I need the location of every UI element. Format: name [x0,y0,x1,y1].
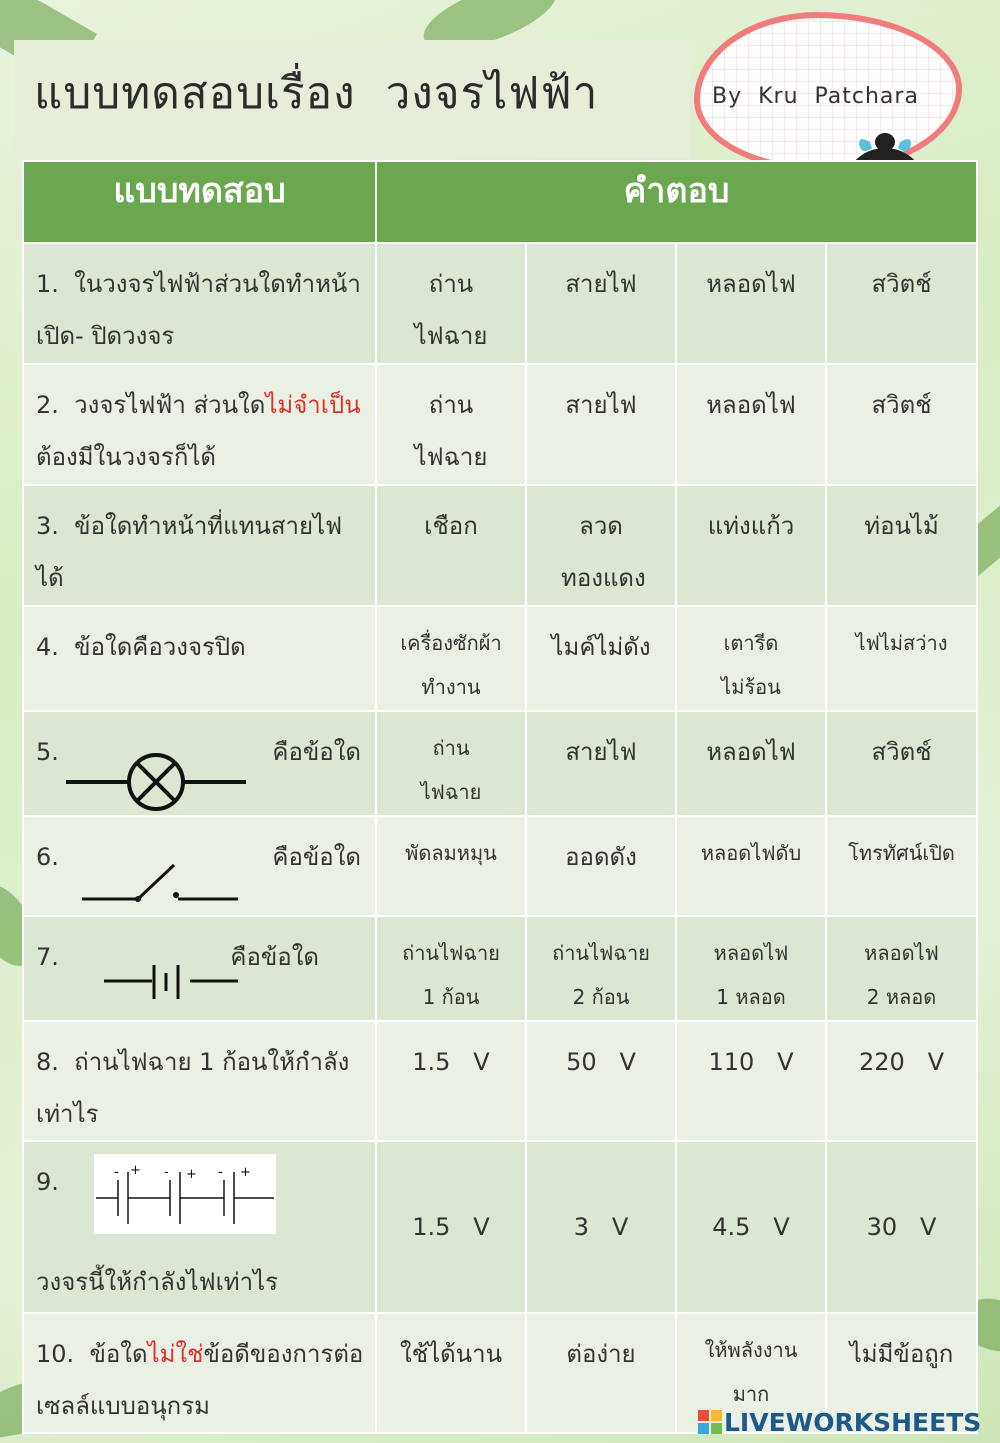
question-row [23,485,977,606]
answer-option[interactable] [376,243,526,364]
question-number: 1. [36,270,59,298]
answer-option[interactable] [826,364,977,485]
question-text: ข้อดีของการต่อเซลล์แบบอนุกรม [36,1340,364,1420]
option-label: หลอดไฟดับ [700,841,802,865]
question-text: ข้อใดคือวงจรปิด [74,633,246,661]
option-label: หลอดไฟ [706,270,796,298]
question-text: ในวงจรไฟฟ้าส่วนใดทำหน้าเปิด- ปิดวงจร [36,270,361,350]
option-label: 3 V [573,1212,629,1241]
question-cell [23,485,376,606]
question-row [23,1141,977,1313]
answer-option[interactable] [826,606,977,711]
question-row [23,1021,977,1141]
answer-option[interactable] [676,364,826,485]
option-label: สวิตช์ [871,391,932,419]
option-label: สวิตช์ [871,738,932,766]
answer-option[interactable] [676,916,826,1021]
author-byline: By Kru Patchara [712,84,919,109]
answer-option[interactable] [676,485,826,606]
option-label: ต่อง่าย [566,1340,636,1368]
option-label: ถ่านไฟฉาย 2 ก้อน [552,941,650,1009]
option-label: 50 V [566,1048,636,1076]
option-label: 220 V [858,1048,945,1076]
answer-option[interactable] [526,1021,676,1141]
question-text: วงจรไฟฟ้า ส่วนใด [74,391,266,419]
option-label: 4.5 V [712,1212,790,1241]
answer-option[interactable] [826,243,977,364]
question-cell [23,816,376,916]
series-battery-diagram [94,1154,276,1234]
question-cell [23,916,376,1021]
question-text: ถ่านไฟฉาย 1 ก้อนให้กำลังเท่าไร [36,1048,350,1128]
svg-text:+: + [186,1167,197,1182]
question-row [23,243,977,364]
option-label: 1.5 V [412,1048,490,1076]
option-label: พัดลมหมุน [405,841,497,865]
option-label: ไฟไม่สว่าง [855,631,948,655]
option-label: ให้พลังงาน มาก [704,1338,798,1406]
option-label: หลอดไฟ [706,738,796,766]
question-cell [23,606,376,711]
answer-option[interactable] [376,1313,526,1433]
answer-option[interactable] [526,364,676,485]
liveworksheets-logo: LIVEWORKSHEETS [724,1408,982,1437]
option-label: ท่อนไม้ [864,512,939,540]
answer-option[interactable] [376,1021,526,1141]
answer-option[interactable] [676,816,826,916]
answer-option[interactable] [676,1021,826,1141]
question-cell [23,711,376,816]
question-number: 9. [36,1168,59,1196]
answer-option[interactable] [376,816,526,916]
header-question: แบบทดสอบ [23,161,376,243]
option-label: ไม่มีข้อถูก [849,1340,954,1368]
question-number: 5. [36,738,59,766]
switch-symbol-icon [82,861,242,911]
question-row [23,364,977,485]
answer-option[interactable] [526,1141,676,1313]
answer-option[interactable] [376,711,526,816]
question-row [23,711,977,816]
answer-option[interactable] [826,485,977,606]
question-emphasis: ไม่ใช่ [147,1340,204,1368]
option-label: เครื่องซักผ้าทำงาน [400,631,502,699]
question-number: 3. [36,512,59,540]
question-number: 4. [36,633,59,661]
option-label: เชือก [424,512,478,540]
option-label: หลอดไฟ 1 หลอด [713,941,789,1009]
question-number: 8. [36,1048,59,1076]
answer-option[interactable] [376,364,526,485]
svg-text:-: - [114,1165,119,1180]
question-number: 10. [36,1340,75,1368]
answer-option[interactable] [826,711,977,816]
option-label: 30 V [866,1212,937,1241]
answer-option[interactable] [526,243,676,364]
answer-option[interactable] [826,916,977,1021]
option-label: 1.5 V [412,1212,490,1241]
battery-symbol-icon [104,959,244,1009]
option-label: ไมค์ไม่ดัง [551,633,651,661]
question-number: 6. [36,843,59,871]
answer-option[interactable] [826,816,977,916]
svg-text:+: + [240,1165,251,1180]
answer-option[interactable] [376,1141,526,1313]
question-row [23,816,977,916]
option-label: ถ่านไฟฉาย 1 ก้อน [402,941,500,1009]
question-text: ข้อใด [89,1340,148,1368]
question-text: ต้องมีในวงจรก็ได้ [36,443,216,471]
question-text: คือข้อใด [230,943,319,971]
answer-option[interactable] [676,243,826,364]
question-row [23,916,977,1021]
answer-option[interactable] [826,1021,977,1141]
page-title: แบบทดสอบเรื่อง วงจรไฟฟ้า [34,68,599,119]
answer-option[interactable] [376,606,526,711]
question-number: 7. [36,943,59,971]
option-label: โทรทัศน์เปิด [848,841,955,865]
answer-option[interactable] [526,711,676,816]
question-text: คือข้อใด [272,738,361,766]
answer-option[interactable] [526,606,676,711]
svg-text:-: - [218,1165,223,1180]
answer-option[interactable] [526,485,676,606]
question-cell [23,1021,376,1141]
svg-text:+: + [130,1163,141,1178]
answer-option[interactable] [526,816,676,916]
question-text: คือข้อใด [272,843,361,871]
question-text: ข้อใดทำหน้าที่แทนสายไฟได้ [36,512,343,592]
option-label: สายไฟ [565,391,637,419]
question-cell [23,1141,376,1313]
svg-text:-: - [164,1165,169,1180]
option-label: ถ่าน ไฟฉาย [420,736,482,804]
question-cell [23,364,376,485]
option-label: หลอดไฟ 2 หลอด [864,941,939,1009]
option-label: ถ่าน ไฟฉาย [414,270,488,350]
answer-option[interactable] [376,485,526,606]
question-row [23,606,977,711]
answer-option[interactable] [526,1313,676,1433]
header-answer: คำตอบ [376,161,977,243]
option-label: ออดดัง [565,843,637,871]
option-label: เตารีด ไม่ร้อน [721,631,781,699]
answer-option[interactable] [376,916,526,1021]
question-text: วงจรนี้ให้กำลังไฟเท่าไร [36,1268,279,1296]
answer-option[interactable] [676,1141,826,1313]
question-cell [23,243,376,364]
option-label: 110 V [708,1048,794,1076]
option-label: ลวด ทองแดง [561,512,646,592]
option-label: หลอดไฟ [706,391,796,419]
liveworksheets-logo-icon [698,1410,722,1434]
question-cell [23,1313,376,1433]
question-emphasis: ไม่จำเป็น [265,391,361,419]
question-number: 2. [36,391,59,419]
option-label: ใช้ได้นาน [400,1340,502,1368]
lamp-symbol-icon [66,752,246,812]
answer-option[interactable] [526,916,676,1021]
answer-option[interactable] [676,606,826,711]
option-label: สายไฟ [565,738,637,766]
option-label: ถ่าน ไฟฉาย [414,391,488,471]
answer-option[interactable] [826,1141,977,1313]
option-label: สายไฟ [565,270,637,298]
quiz-table [22,160,978,1434]
option-label: สวิตช์ [871,270,932,298]
option-label: แท่งแก้ว [707,512,795,540]
answer-option[interactable] [676,711,826,816]
